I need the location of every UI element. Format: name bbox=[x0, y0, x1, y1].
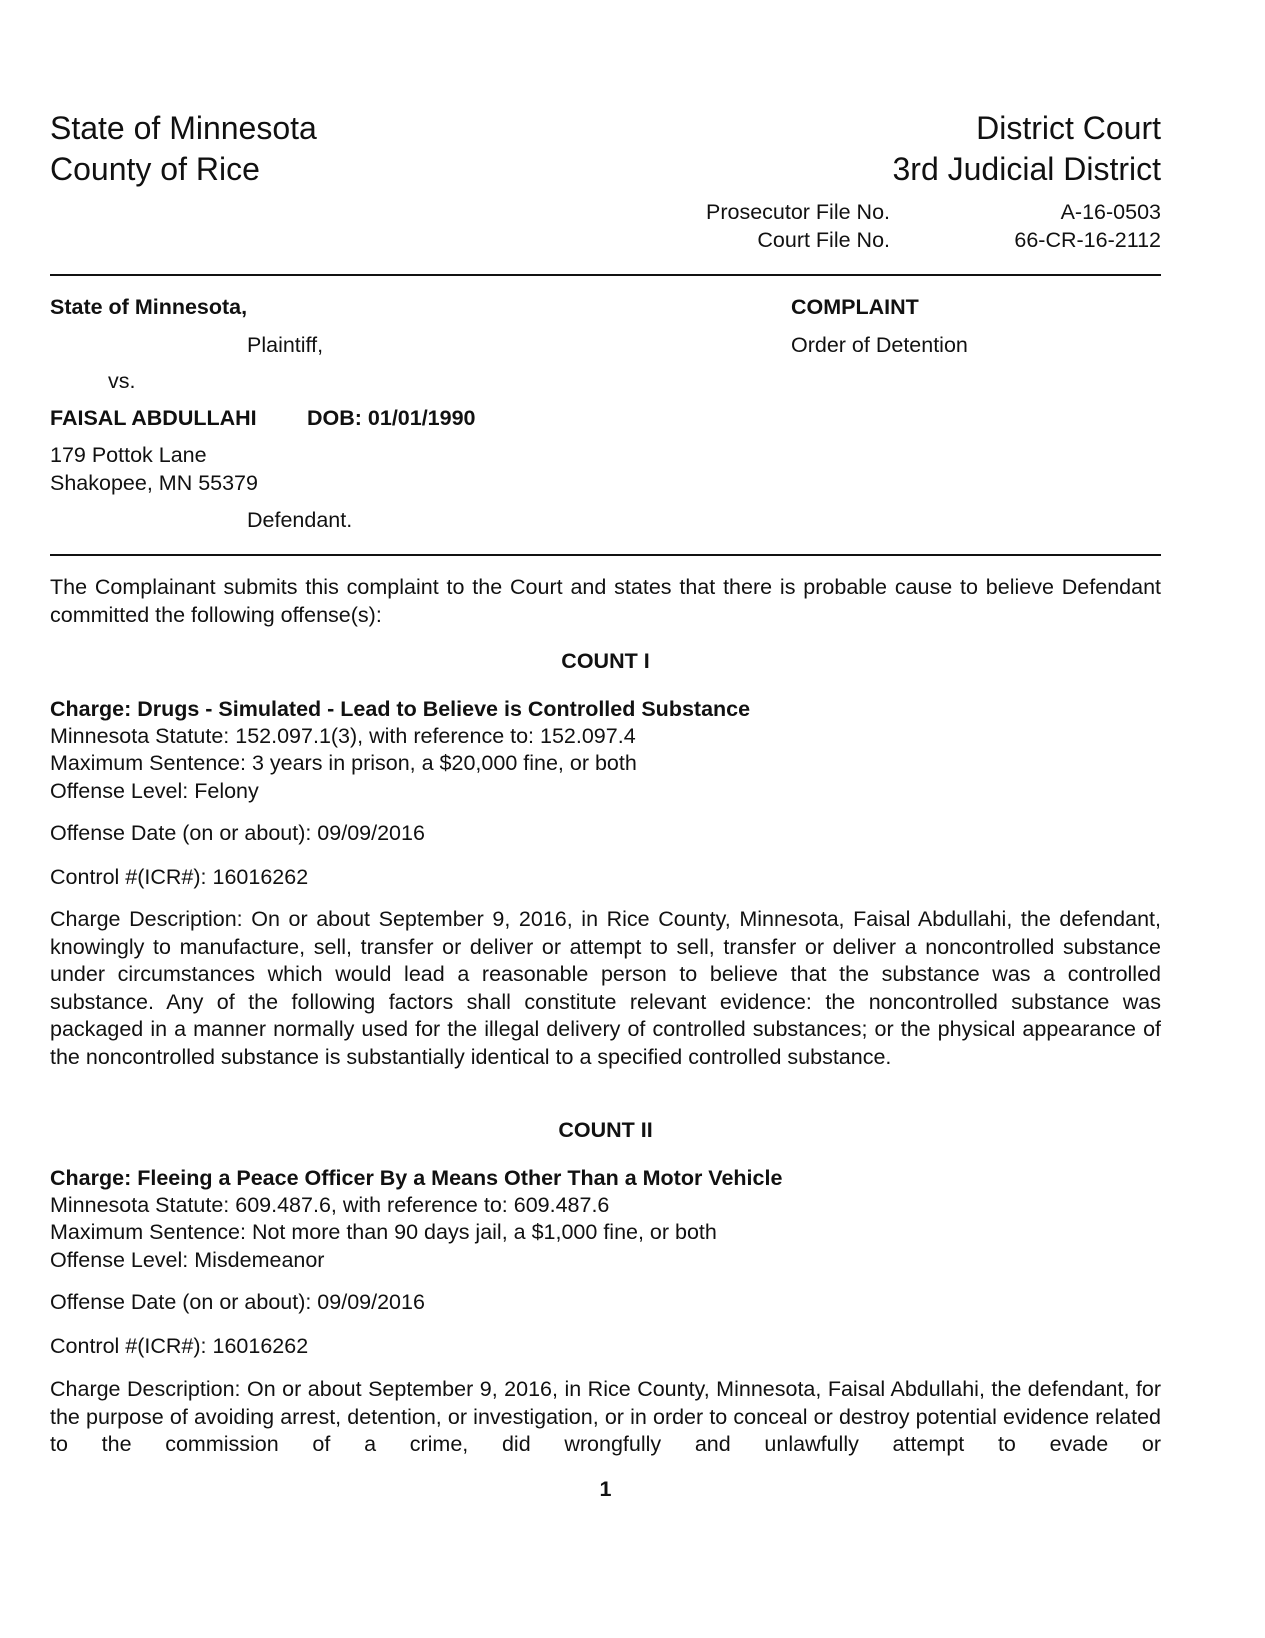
charge-title: Charge: Fleeing a Peace Officer By a Means Other Than a Motor Vehicle bbox=[50, 1166, 783, 1190]
offense-level: Offense Level: Misdemeanor bbox=[50, 1248, 325, 1272]
document-type: COMPLAINT bbox=[791, 295, 919, 319]
document-subtype: Order of Detention bbox=[791, 333, 968, 357]
defendant-label: Defendant. bbox=[247, 508, 353, 532]
court-name: District Court bbox=[976, 110, 1161, 146]
offense-date: Offense Date (on or about): 09/09/2016 bbox=[50, 1290, 425, 1314]
control-number: Control #(ICR#): 16016262 bbox=[50, 865, 309, 889]
offense-date: Offense Date (on or about): 09/09/2016 bbox=[50, 821, 425, 845]
control-number: Control #(ICR#): 16016262 bbox=[50, 1334, 309, 1358]
plaintiff-name: State of Minnesota, bbox=[50, 295, 248, 319]
address-line1: 179 Pottok Lane bbox=[50, 443, 207, 467]
offense-level: Offense Level: Felony bbox=[50, 779, 259, 803]
charge-title: Charge: Drugs - Simulated - Lead to Believe is Controlled Substance bbox=[50, 697, 751, 721]
max-sentence: Maximum Sentence: 3 years in prison, a $20,000 fine, or both bbox=[50, 751, 637, 775]
count-heading: COUNT II bbox=[558, 1118, 653, 1142]
statute: Minnesota Statute: 152.097.1(3), with reference to: 152.097.4 bbox=[50, 724, 636, 748]
intro-paragraph: The Complainant submits this complaint to the Court and states that there is probable cause to believe Defendant committed the following offense(s): bbox=[50, 575, 1161, 627]
judicial-district: 3rd Judicial District bbox=[892, 151, 1161, 187]
prosecutor-file-value: A-16-0503 bbox=[1060, 200, 1161, 224]
defendant-name: FAISAL ABDULLAHI bbox=[50, 406, 257, 430]
defendant-dob: DOB: 01/01/1990 bbox=[307, 406, 476, 430]
page-number: 1 bbox=[599, 1477, 612, 1501]
count-heading: COUNT I bbox=[561, 649, 650, 673]
statute: Minnesota Statute: 609.487.6, with reference to: 609.487.6 bbox=[50, 1193, 610, 1217]
prosecutor-file-label: Prosecutor File No. bbox=[705, 200, 890, 224]
max-sentence: Maximum Sentence: Not more than 90 days jail, a $1,000 fine, or both bbox=[50, 1220, 717, 1244]
court-file-label: Court File No. bbox=[757, 228, 890, 252]
county-name: County of Rice bbox=[50, 151, 260, 187]
divider bbox=[50, 274, 1161, 276]
divider bbox=[50, 554, 1161, 556]
charge-description: Charge Description: On or about September 9, 2016, in Rice County, Minnesota, Faisal Abdullahi, the defendant, for the purpose of avoiding arrest, detention, or investigation, or in order to conceal or destroy potential evidence related to the commission of a crime, did wrongfully and unlawfully attempt to evade or bbox=[50, 1377, 1161, 1457]
plaintiff-label: Plaintiff, bbox=[247, 333, 324, 357]
address-line2: Shakopee, MN 55379 bbox=[50, 471, 258, 495]
court-file-value: 66-CR-16-2112 bbox=[1014, 228, 1161, 252]
versus: vs. bbox=[108, 369, 136, 393]
charge-description: Charge Description: On or about September 9, 2016, in Rice County, Minnesota, Faisal Abdullahi, the defendant, knowingly to manufacture, sell, transfer or deliver or attempt to sell, transfer or deliver a noncontrolled substance under circumstances which would lead a reasonable person to believe that the substance was a controlled substance. Any of the following factors shall constitute relevant evidence: the noncontrolled substance was packaged in a manner normally used for the illegal delivery of controlled substances; or the physical appearance of the noncontrolled substance is substantially identical to a specified controlled substance. bbox=[50, 907, 1161, 1069]
state-name: State of Minnesota bbox=[50, 110, 317, 146]
